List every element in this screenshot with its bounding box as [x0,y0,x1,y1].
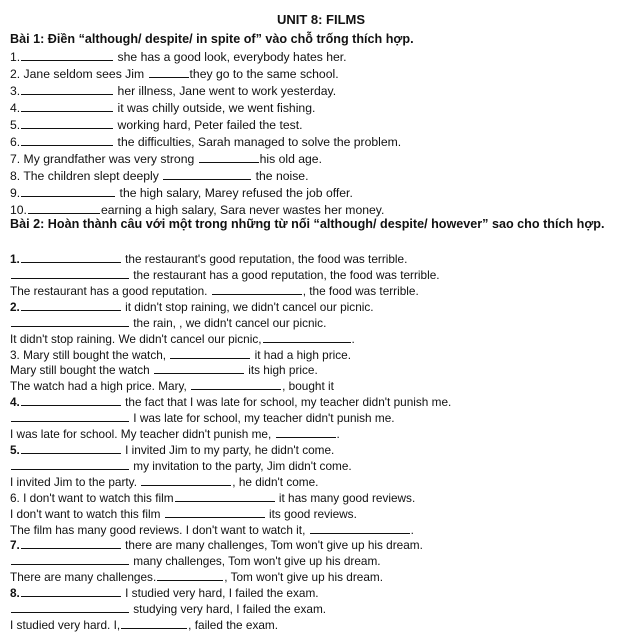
exercise-1-item-7: 7. My grandfather was very strong his old age. [10,152,322,166]
exercise-1-item-6: 6. the difficulties, Sarah managed to solve the problem. [10,135,402,149]
exercise-2-heading: Bài 2: Hoàn thành câu với một trong những từ nối “although/ despite/ however” sao cho thích hợp. [10,217,605,231]
exercise-2-group-1-line-2: the restaurant has a good reputation, the food was terrible. [10,267,636,282]
exercise-2-group-2-line-1: 2. it didn't stop raining, we didn't cancel our picnic. [10,299,374,314]
exercise-1-item-8: 8. The children slept deeply the noise. [10,169,309,183]
exercise-2-group-7-line-3: There are many challenges. , Tom won't give up his dream. [10,570,383,585]
exercise-2-group-4-line-3: I was late for school. My teacher didn't punish me, . [10,427,340,441]
exercise-2-group-1-line-1: 1. the restaurant's good reputation, the food was terrible. [10,252,408,266]
exercise-1-item-9: 9. the high salary, Marey refused the job offer. [10,186,353,200]
exercise-2-group-6-line-1: 6. I don't want to watch this film it has many good reviews. [10,490,416,505]
exercise-2-group-5-line-2: my invitation to the party, Jim didn't come. [10,458,636,473]
exercise-2-group-2-line-2: the rain, , we didn't cancel our picnic. [10,315,636,330]
exercise-2-group-5-line-3: I invited Jim to the party. , he didn't come. [10,474,319,489]
exercise-2-group-3-line-3: The watch had a high price. Mary, , bought it [10,379,334,394]
exercise-2-group-7-line-1: 7. there are many challenges, Tom won't give up his dream. [10,538,423,553]
exercise-2-group-6-line-2: I don't want to watch this film its good reviews. [10,506,357,521]
exercise-1-item-4: 4. it was chilly outside, we went fishing. [10,101,316,115]
exercise-2-group-5-line-1: 5. I invited Jim to my party, he didn't come. [10,443,335,457]
exercise-2-group-1-line-3: The restaurant has a good reputation. , the food was terrible. [10,283,419,298]
exercise-1-item-2: 2. Jane seldom sees Jim they go to the same school. [10,67,339,81]
exercise-2-group-3-line-2: Mary still bought the watch its high price. [10,363,318,378]
exercise-1-item-3: 3. her illness, Jane went to work yesterday. [10,84,337,98]
exercise-2-group-7-line-2: many challenges, Tom won't give up his dream. [10,553,636,568]
exercise-2-group-4-line-1: 4. the fact that I was late for school, my teacher didn't punish me. [10,395,452,410]
page-title: UNIT 8: FILMS [276,12,366,27]
exercise-1-item-1: 1. she has a good look, everybody hates her. [10,50,347,64]
exercise-2-group-8-line-2: studying very hard, I failed the exam. [10,601,636,616]
exercise-2-group-8-line-3: I studied very hard. I, , failed the exam. [10,618,279,632]
exercise-2-group-3-line-1: 3. Mary still bought the watch, it had a high price. [10,347,352,362]
exercise-2-group-6-line-3: The film has many good reviews. I don't want to watch it, . [10,522,414,537]
exercise-1-item-5: 5. working hard, Peter failed the test. [10,118,303,132]
exercise-2-group-4-line-2: I was late for school, my teacher didn't punish me. [10,410,636,425]
exercise-2-group-8-line-1: 8. I studied very hard, I failed the exam. [10,586,319,601]
exercise-1-heading: Bài 1: Điền “although/ despite/ in spite of” vào chỗ trống thích hợp. [10,32,414,46]
exercise-1-item-10: 10. earning a high salary, Sara never wastes her money. [10,203,385,217]
exercise-2-group-2-line-3: It didn't stop raining. We didn't cancel our picnic, . [10,331,355,346]
